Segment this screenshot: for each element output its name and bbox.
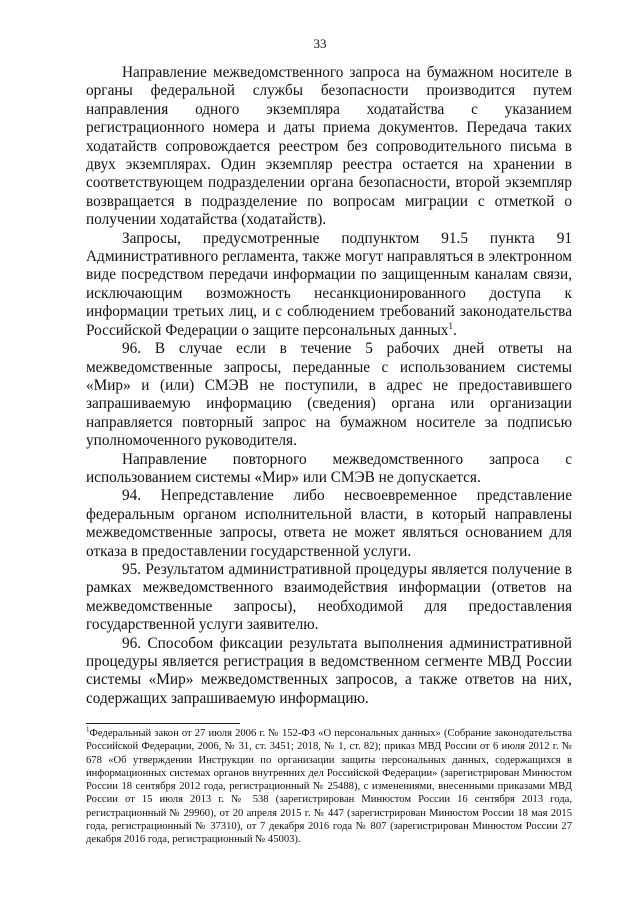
footnote-text: Федеральный закон от 27 июля 2006 г. № 152-ФЗ «О персональных данных» (Собрание законодательства Российской Федерации, 2006, № 31, ст. 3451; 2018, № 1, ст. 82); приказ МВД России от 6 июля 2012 г. № 678 «Об утверждении Инструкции по организации защиты персональных данных, содержащихся в информационных системах органов внутренних дел Российской Федерации» (зарегистрирован Минюстом России 18 сентября 2012 года, регистрационный № 25488), с изменениями, внесенными приказами МВД России от 15 июля 2013 г. № 538 (зарегистрирован Минюстом России 16 сентября 2013 года, регистрационный № 29960), от 20 апреля 2015 г. № 447 (зарегистрирован Минюстом России 18 мая 2015 года, регистрационный № 37310), от 7 декабря 2016 года № 807 (зарегистрирован Минюстом России 27 декабря 2016 года, регистрационный № 45003). [86, 728, 572, 846]
footnote-divider [86, 723, 240, 724]
paragraph-7: 96. Способом фиксации результата выполнения административной процедуры является регистрация в ведомственном сегменте МВД России системы «Мир» межведомственных запросов, а также ответов на них, содержащих запрашиваемую информацию. [86, 634, 572, 707]
paragraph-5: 94. Непредставление либо несвоевременное представление федеральным органом исполнительной власти, в который направлены межведомственные запросы, ответа не может являться основанием для отказа в предоставлении государственной услуги. [86, 487, 572, 560]
footnote-marker: 1 [86, 725, 90, 734]
page-number: 33 [313, 36, 327, 51]
footnote [86, 727, 572, 847]
paragraph-3: 96. В случае если в течение 5 рабочих дней ответы на межведомственные запросы, переданные с использованием системы «Мир» и (или) СМЭВ не поступили, в адрес не предоставившего запрашиваемую информацию (сведения) органа или организации направляется повторный запрос на бумажном носителе за подписью уполномоченного руководителя. [86, 340, 572, 450]
paragraph-6: 95. Результатом административной процедуры является получение в рамках межведомственного взаимодействия информации (ответов на межведомственные запросы), необходимой для предоставления государственной услуги заявителю. [86, 560, 572, 634]
paragraph-2-text: Запросы, предусмотренные подпунктом 91.5 пункта 91 Административного регламента, также могут направляться в электронном виде посредством передачи информации по защищенным каналам связи, исключающим возможность несанкционированного доступа к информации третьих лиц, и с соблюдением требований законодательства Российской Федерации о защите персональных данных [86, 229, 572, 339]
paragraph-4: Направление повторного межведомственного запроса с использованием системы «Мир» или СМЭВ не допускается. [86, 450, 572, 486]
document-body [86, 64, 572, 708]
paragraph-1: Направление межведомственного запроса на бумажном носителе в органы федеральной службы безопасности производится путем направления одного экземпляра ходатайства с указанием регистрационного номера и даты приема документов. Передача таких ходатайств сопровождается реестром без сопроводительного письма в двух экземплярах. Один экземпляр реестра остается на хранении в соответствующем подразделении органа безопасности, второй экземпляр возвращается в подразделение по вопросам миграции с отметкой о получении ходатайства (ходатайств). [86, 64, 572, 229]
footnote-reference[interactable]: 1 [448, 320, 453, 331]
paragraph-2 [86, 230, 572, 340]
paragraph-2-tail: . [452, 321, 457, 339]
